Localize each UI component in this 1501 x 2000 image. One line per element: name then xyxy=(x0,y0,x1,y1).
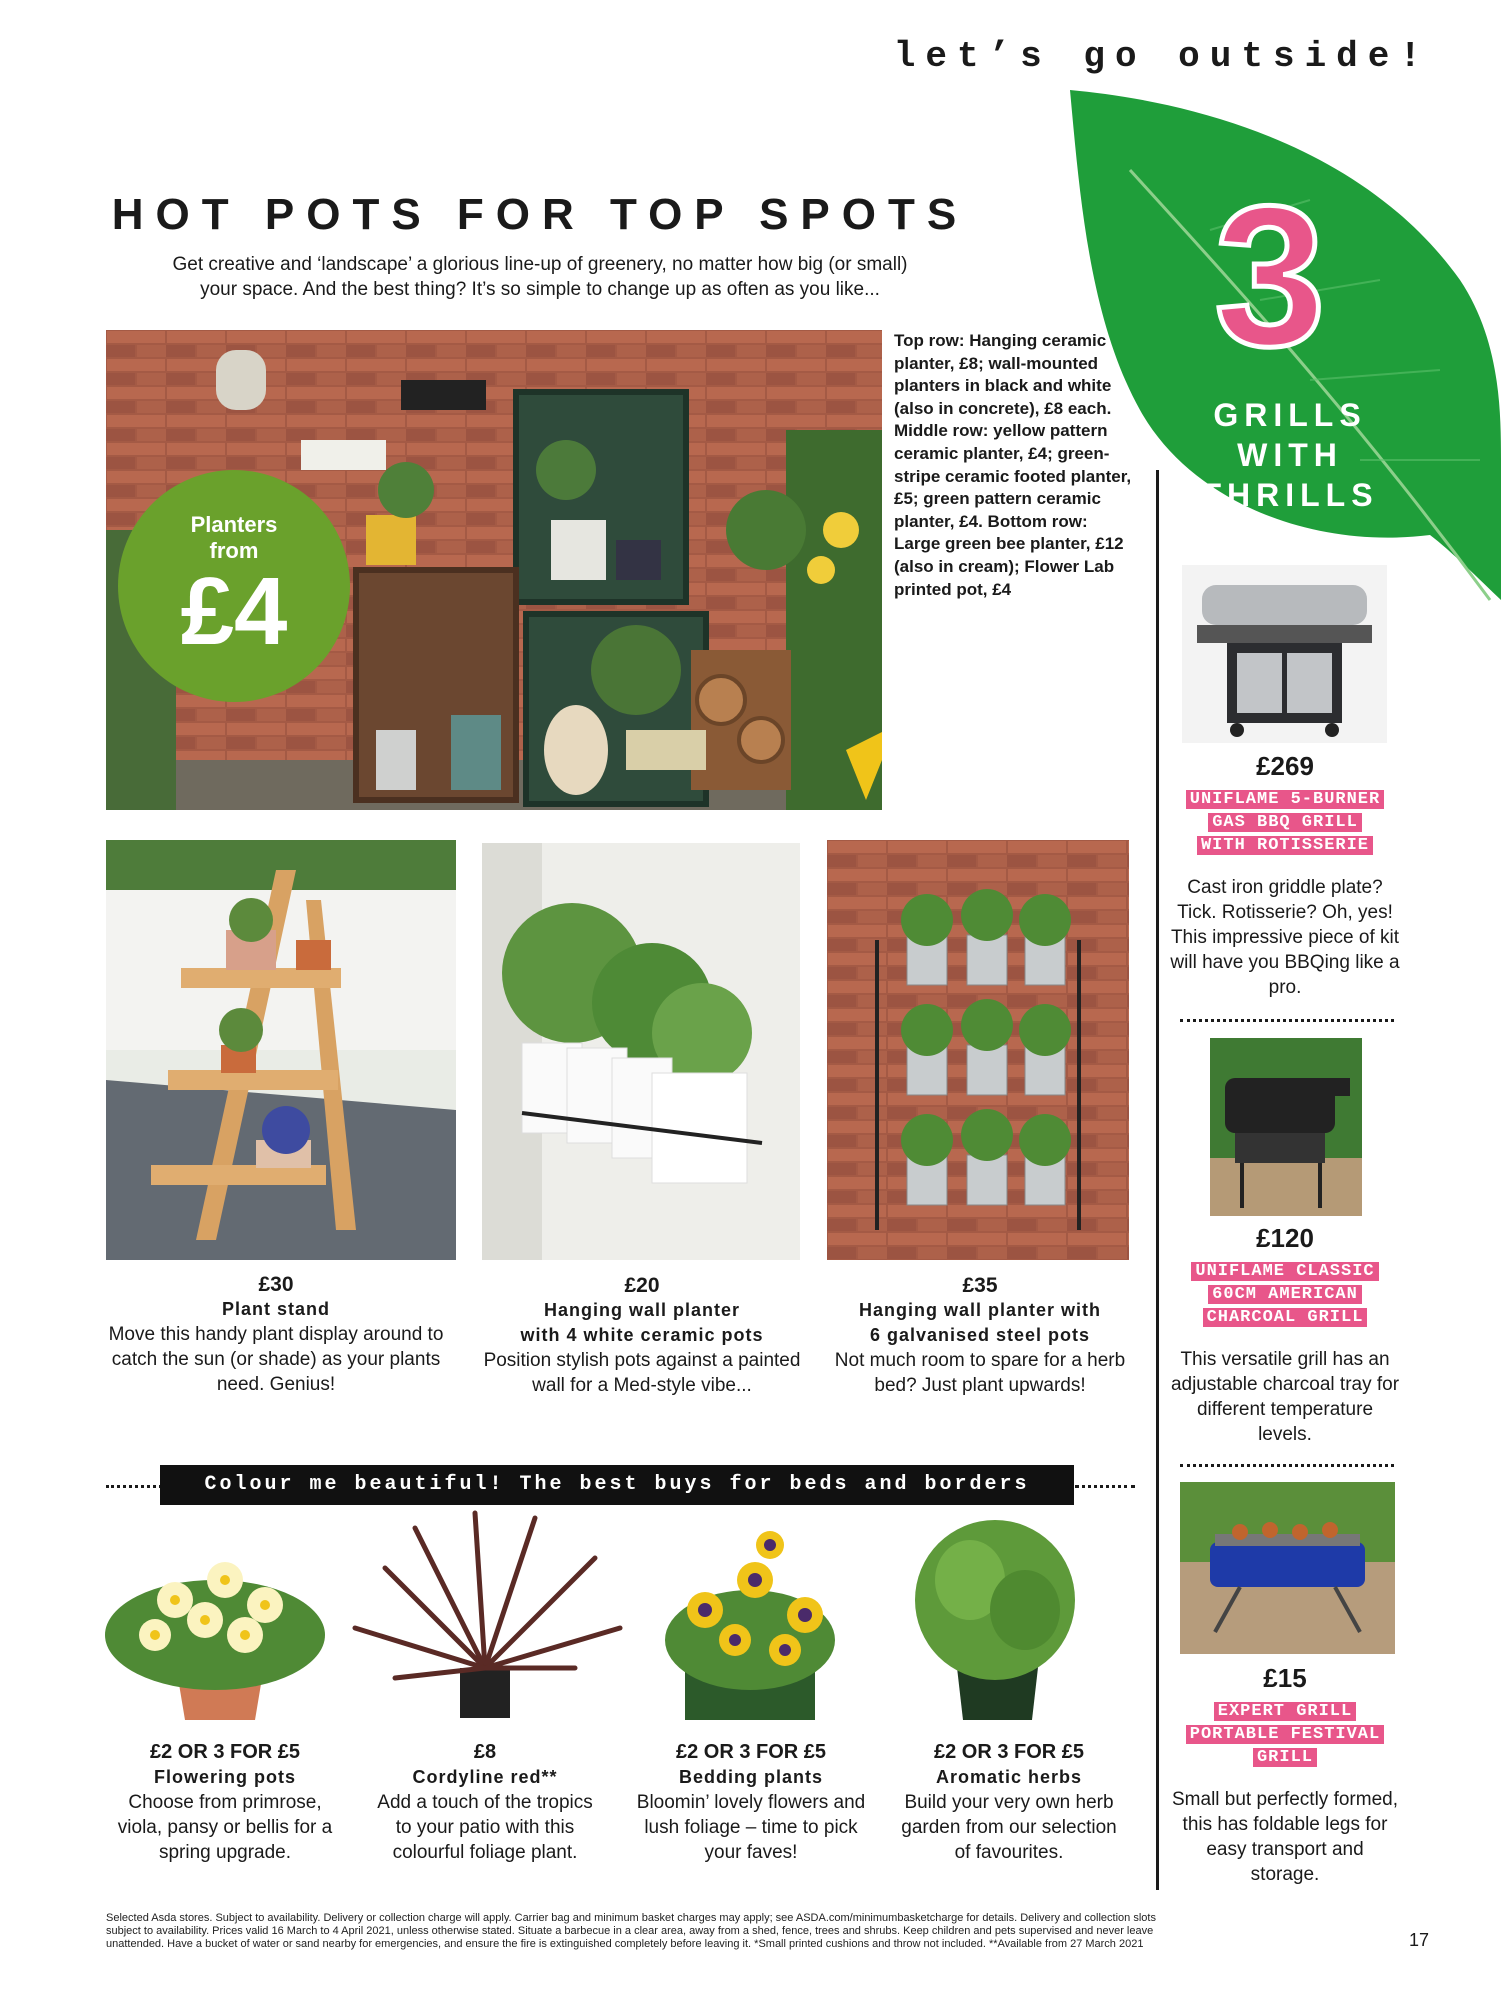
beds-item-description: Add a touch of the tropics to your patio with this colourful foliage plant. xyxy=(377,1792,593,1863)
beds-item-cordyline xyxy=(370,1740,600,1865)
page-title: HOT POTS FOR TOP SPOTS xyxy=(111,190,969,239)
grill-name-line-3: WITH ROTISSERIE xyxy=(1197,836,1373,855)
grills-number-text: 3 xyxy=(1214,185,1326,365)
product-price: £30 xyxy=(258,1273,294,1296)
beds-item-name: Flowering pots xyxy=(154,1767,296,1787)
beds-item-price: £2 OR 3 FOR £5 xyxy=(149,1741,301,1763)
beds-item-name: Bedding plants xyxy=(679,1767,823,1787)
grill-price: £120 xyxy=(1256,1223,1314,1253)
grills-title-line2: WITH xyxy=(1237,437,1343,473)
beds-item-aromatic-herbs xyxy=(894,1740,1124,1865)
beds-item-bedding-plants xyxy=(636,1740,866,1865)
grill-price: £269 xyxy=(1256,751,1314,781)
grills-title xyxy=(1160,395,1420,515)
grill-name-line-3: GRILL xyxy=(1253,1748,1317,1767)
grill-description: Small but perfectly formed, this has foldable legs for easy transport and storage. xyxy=(1172,1789,1398,1885)
grill-price: £15 xyxy=(1263,1663,1307,1693)
beds-item-price: £2 OR 3 FOR £5 xyxy=(933,1741,1085,1763)
white-ceramic-wall-planter-photo xyxy=(482,843,800,1260)
product-price: £20 xyxy=(624,1274,660,1297)
product-price: £35 xyxy=(962,1274,998,1297)
product-name-line-2: with 4 white ceramic pots xyxy=(520,1325,764,1345)
column-divider xyxy=(1156,470,1159,1890)
beds-item-description: Bloomin’ lovely flowers and lush foliage – time to pick your faves! xyxy=(636,1792,866,1863)
bedding-plants-image xyxy=(655,1520,845,1730)
grill-description: This versatile grill has an adjustable charcoal tray for different temperature levels. xyxy=(1170,1349,1400,1445)
beds-item-flowering-pots xyxy=(110,1740,340,1865)
grill-name-line-1: UNIFLAME CLASSIC xyxy=(1191,1262,1378,1281)
charcoal-grill-photo xyxy=(1210,1038,1362,1216)
portable-grill-photo xyxy=(1180,1482,1395,1654)
intro-line-1: Get creative and ‘landscape’ a glorious line-up of greenery, no matter how big (or small) xyxy=(172,254,908,275)
grill-description: Cast iron griddle plate? Tick. Rotisserie? Oh, yes! This impressive piece of kit will have you BBQing like a pro. xyxy=(1170,877,1400,998)
product-description: Not much room to spare for a herb bed? Just plant upwards! xyxy=(834,1350,1126,1396)
product-ceramic-wall-planter xyxy=(470,1273,814,1398)
beds-item-description: Choose from primrose, viola, pansy or bellis for a spring upgrade. xyxy=(117,1792,333,1863)
badge-line-2: from xyxy=(209,538,259,563)
grill-name xyxy=(1191,1260,1378,1329)
product-name-line-2: 6 galvanised steel pots xyxy=(869,1325,1091,1345)
cordyline-image xyxy=(345,1508,625,1730)
product-name-line-1: Hanging wall planter with xyxy=(858,1300,1101,1320)
grill-separator xyxy=(1180,1464,1394,1467)
grill-name-line-1: EXPERT GRILL xyxy=(1214,1702,1356,1721)
product-description: Move this handy plant display around to catch the sun (or shade) as your plants need. Genius! xyxy=(108,1324,444,1395)
beds-item-price: £8 xyxy=(473,1741,497,1763)
badge-price: £4 xyxy=(180,558,288,665)
product-description: Position stylish pots against a painted wall for a Med-style vibe... xyxy=(483,1350,801,1396)
grills-title-line1: GRILLS xyxy=(1213,397,1367,433)
grills-title-line3: THRILLS xyxy=(1201,477,1379,513)
primrose-pot-image xyxy=(95,1520,335,1730)
beds-item-description: Build your very own herb garden from our selection of favourites. xyxy=(901,1792,1117,1863)
planters-price-badge xyxy=(118,470,350,702)
section-label: let’s go outside! xyxy=(893,36,1431,77)
aromatic-herbs-image xyxy=(900,1510,1090,1730)
grill-item-portable xyxy=(1170,1662,1400,1887)
number-three-graphic xyxy=(1200,185,1340,365)
gas-bbq-grill-photo xyxy=(1182,565,1387,743)
grill-name-line-2: 60CM AMERICAN xyxy=(1208,1285,1362,1304)
page-number: 17 xyxy=(1409,1930,1430,1950)
grill-name-line-3: CHARCOAL GRILL xyxy=(1203,1308,1368,1327)
grill-name-line-2: GAS BBQ GRILL xyxy=(1208,813,1362,832)
badge-line-1: Planters xyxy=(190,512,278,537)
product-name-line-1: Plant stand xyxy=(221,1299,330,1319)
grill-name xyxy=(1186,1700,1384,1769)
intro-text xyxy=(100,252,980,302)
grills-number xyxy=(1200,185,1340,365)
product-plant-stand xyxy=(106,1272,446,1397)
hero-caption: Top row: Hanging ceramic planter, £8; wall-mounted planters in black and white (also in concrete), £8 each. Middle row: yellow pattern ceramic planter, £4; green-stripe ceramic footed planter, £5; green pattern ceramic planter, £4. Bottom row: Large green bee planter, £12 (also in cream); Flower Lab printed pot, £4 xyxy=(894,331,1132,599)
product-galvanised-wall-planter xyxy=(826,1273,1134,1398)
grill-separator xyxy=(1180,1019,1394,1022)
banner-divider-left xyxy=(106,1485,162,1488)
grill-item-gas-bbq xyxy=(1170,750,1400,1000)
galvanised-wall-planter-photo xyxy=(827,840,1129,1260)
grill-item-charcoal xyxy=(1170,1222,1400,1447)
beds-item-name: Cordyline red** xyxy=(412,1767,558,1787)
intro-line-2: your space. And the best thing? It’s so simple to change up as often as you like... xyxy=(200,279,880,300)
banner-divider-right xyxy=(1075,1485,1135,1488)
plant-stand-photo xyxy=(106,840,456,1260)
product-name-line-1: Hanging wall planter xyxy=(543,1300,741,1320)
grill-name-line-1: UNIFLAME 5-BURNER xyxy=(1186,790,1384,809)
footer-small-print: Selected Asda stores. Subject to availability. Delivery or collection charge will apply. Carrier bag and minimum basket charges may apply; see ASDA.com/minimumbasketcharge for details. Delivery and collection slots subject to availability. Prices valid 16 March to 4 April 2021, unless otherwise stated. Situate a barbecue in a clear area, away from a shed, fence, trees and shrubs. Keep children and pets supervised and never leave unattended. Have a bucket of water or sand nearby for emergencies, and ensure the fire is extinguished completely before leaving it. *Small printed cushions and throw not included. **Available from 27 March 2021 xyxy=(106,1912,1156,1950)
beds-item-price: £2 OR 3 FOR £5 xyxy=(675,1741,827,1763)
beds-banner: Colour me beautiful! The best buys for beds and borders xyxy=(160,1465,1074,1505)
grill-name-line-2: PORTABLE FESTIVAL xyxy=(1186,1725,1384,1744)
grill-name xyxy=(1186,788,1384,857)
beds-item-name: Aromatic herbs xyxy=(935,1767,1083,1787)
